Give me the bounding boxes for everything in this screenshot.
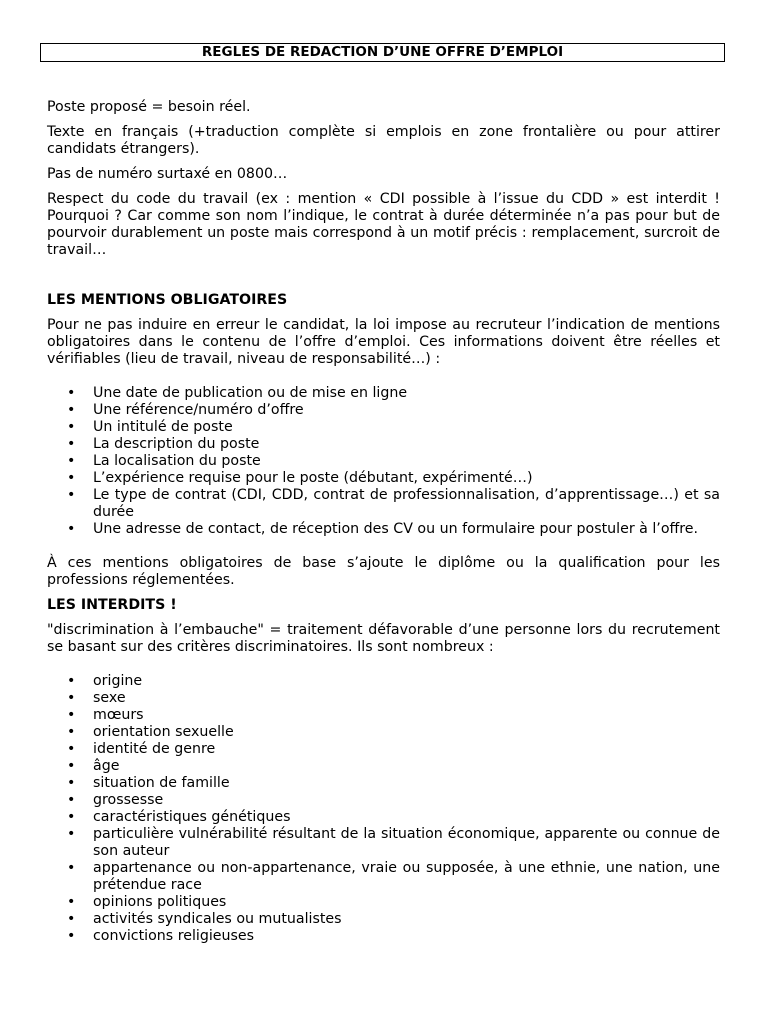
list-item: [47, 707, 720, 724]
list-item-text: caractéristiques génétiques: [93, 809, 291, 825]
list-item: [47, 453, 720, 470]
list-item-text: convictions religieuses: [93, 928, 255, 944]
bullet-icon: •: [67, 385, 76, 401]
intro-paragraph: Poste proposé = besoin réel.: [47, 99, 251, 115]
bullet-icon: •: [67, 470, 76, 486]
list-item-text: origine: [93, 673, 143, 689]
bullet-icon: •: [67, 436, 76, 452]
intro-paragraph: Texte en français (+traduction complète si emplois en zone frontalière ou pour attirer candidats étrangers).: [47, 124, 720, 157]
list-item-text: situation de famille: [93, 775, 230, 791]
intro-paragraph: Respect du code du travail (ex : mention « CDI possible à l’issue du CDD » est interdit ! Pourquoi ? Car comme son nom l’indique, le contrat à durée déterminée n’a pas pour but de pourvoir durablement un poste mais correspond à un motif précis : remplacement, surcroit de travail…: [47, 191, 720, 258]
list-item: [47, 690, 720, 707]
bullet-icon: •: [67, 894, 76, 910]
list-item-text: appartenance ou non-appartenance, vraie ou supposée, à une ethnie, une nation, une prétendue race: [93, 860, 720, 893]
bullet-icon: •: [67, 809, 76, 825]
bullet-icon: •: [67, 775, 76, 791]
list-item-text: La description du poste: [93, 436, 260, 452]
list-item-text: La localisation du poste: [93, 453, 261, 469]
bullet-icon: •: [67, 860, 76, 876]
list-item: [47, 894, 720, 911]
list-item: [47, 724, 720, 741]
list-item-text: mœurs: [93, 707, 144, 723]
list-item: [47, 487, 720, 521]
interdits-list: [47, 673, 720, 945]
list-item: [47, 826, 720, 860]
list-item: [47, 758, 720, 775]
section-heading-interdits: LES INTERDITS !: [47, 597, 177, 613]
bullet-icon: •: [67, 690, 76, 706]
list-item-text: activités syndicales ou mutualistes: [93, 911, 342, 927]
list-item: [47, 911, 720, 928]
bullet-icon: •: [67, 911, 76, 927]
list-item-text: identité de genre: [93, 741, 216, 757]
list-item: [47, 436, 720, 453]
list-item-text: opinions politiques: [93, 894, 227, 910]
bullet-icon: •: [67, 402, 76, 418]
section-heading-mentions: LES MENTIONS OBLIGATOIRES: [47, 292, 288, 308]
list-item: [47, 521, 720, 538]
list-item-text: Une date de publication ou de mise en ligne: [93, 385, 408, 401]
list-item-text: Une adresse de contact, de réception des CV ou un formulaire pour postuler à l’offre.: [93, 521, 699, 537]
list-item: [47, 792, 720, 809]
list-item-text: orientation sexuelle: [93, 724, 234, 740]
list-item-text: grossesse: [93, 792, 164, 808]
list-item-text: Une référence/numéro d’offre: [93, 402, 304, 418]
list-item: [47, 775, 720, 792]
bullet-icon: •: [67, 928, 76, 944]
bullet-icon: •: [67, 419, 76, 435]
bullet-icon: •: [67, 453, 76, 469]
intro-paragraph: Pas de numéro surtaxé en 0800…: [47, 166, 288, 182]
list-item: [47, 741, 720, 758]
list-item-text: L’expérience requise pour le poste (débutant, expérimenté…): [93, 470, 533, 486]
list-item-text: âge: [93, 758, 120, 774]
bullet-icon: •: [67, 758, 76, 774]
bullet-icon: •: [67, 487, 76, 503]
list-item: [47, 419, 720, 436]
bullet-icon: •: [67, 792, 76, 808]
bullet-icon: •: [67, 673, 76, 689]
list-item-text: sexe: [93, 690, 126, 706]
bullet-icon: •: [67, 724, 76, 740]
list-item: [47, 673, 720, 690]
list-item-text: Un intitulé de poste: [93, 419, 233, 435]
interdits-paragraph: "discrimination à l’embauche" = traitement défavorable d’une personne lors du recrutement se basant sur des critères discriminatoires. Ils sont nombreux :: [47, 622, 720, 655]
bullet-icon: •: [67, 826, 76, 842]
mentions-paragraph: Pour ne pas induire en erreur le candidat, la loi impose au recruteur l’indication de mentions obligatoires dans le contenu de l’offre d’emploi. Ces informations doivent être réelles et vérifiables (lieu de travail, niveau de responsabilité…) :: [47, 317, 720, 367]
list-item: [47, 385, 720, 402]
mentions-closing: À ces mentions obligatoires de base s’ajoute le diplôme ou la qualification pour les professions réglementées.: [47, 555, 720, 588]
list-item-text: particulière vulnérabilité résultant de la situation économique, apparente ou connue de son auteur: [93, 826, 720, 859]
mentions-list: [47, 385, 720, 538]
list-item: [47, 470, 720, 487]
list-item: [47, 860, 720, 894]
list-item: [47, 928, 720, 945]
document-title: REGLES DE REDACTION D’UNE OFFRE D’EMPLOI: [40, 43, 725, 62]
list-item: [47, 809, 720, 826]
document-body: [47, 99, 720, 945]
list-item: [47, 402, 720, 419]
bullet-icon: •: [67, 521, 76, 537]
list-item-text: Le type de contrat (CDI, CDD, contrat de professionnalisation, d’apprentissage…) et sa durée: [93, 487, 720, 520]
bullet-icon: •: [67, 741, 76, 757]
bullet-icon: •: [67, 707, 76, 723]
